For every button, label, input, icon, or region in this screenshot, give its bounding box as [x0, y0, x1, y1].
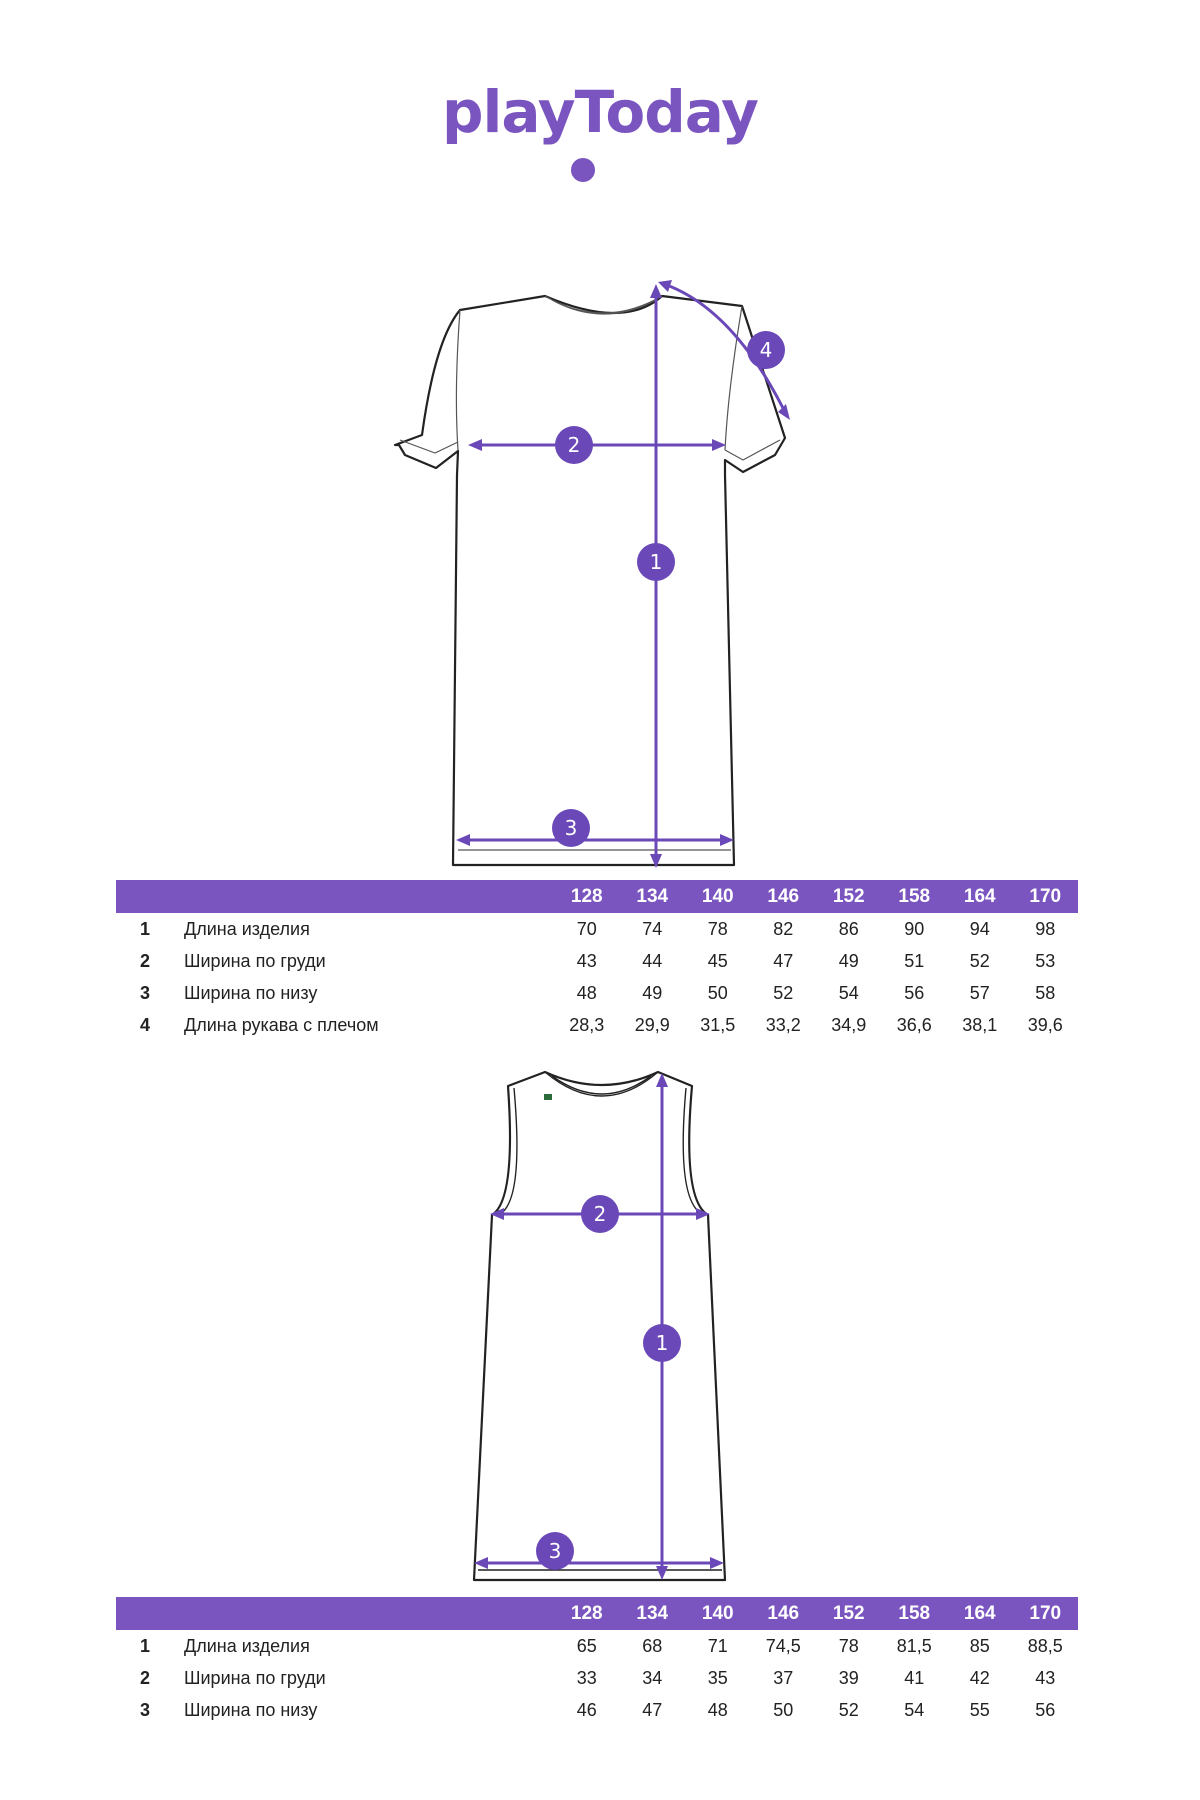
- size-col-164: 164: [947, 880, 1013, 913]
- size-col-170: 170: [1013, 1597, 1079, 1630]
- size-col-146: 146: [751, 1597, 817, 1630]
- svg-text:3: 3: [564, 816, 578, 840]
- sleeveless-dress-drawing: [460, 1060, 740, 1590]
- size-col-146: 146: [751, 880, 817, 913]
- table-row: 2 Ширина по груди 33 34 35 37 39 41 42 43: [140, 1667, 1056, 1688]
- table-row: 1 Длина изделия 65 68 71 74,5 78 81,5 85 88,5: [140, 1635, 1063, 1656]
- size-header-row: [116, 1597, 1078, 1630]
- size-col-128: 128: [554, 880, 620, 913]
- size-col-152: 152: [816, 1597, 882, 1630]
- svg-text:3: 3: [548, 1539, 562, 1563]
- table-row: 3 Ширина по низу 46 47 48 50 52 54 55 56: [140, 1699, 1056, 1720]
- svg-text:1: 1: [649, 550, 663, 574]
- svg-text:4: 4: [759, 338, 773, 362]
- sleeveless-marker-2: [581, 1195, 619, 1233]
- tshirt-marker-3: [552, 809, 590, 847]
- svg-text:2: 2: [567, 433, 581, 457]
- svg-text:2: 2: [593, 1202, 607, 1226]
- tshirt-dress-drawing: [380, 270, 820, 870]
- tshirt-marker-2: [555, 426, 593, 464]
- size-col-158: 158: [882, 1597, 948, 1630]
- sleeveless-marker-3: [536, 1532, 574, 1570]
- table-row: 4 Длина рукава с плечом 28,3 29,9 31,5 33,2 34,9 36,6 38,1 39,6: [140, 1014, 1063, 1035]
- size-col-170: 170: [1013, 880, 1079, 913]
- size-col-134: 134: [620, 1597, 686, 1630]
- sleeveless-dress-size-table: [116, 1597, 1078, 1726]
- sleeveless-marker-1: [643, 1324, 681, 1362]
- size-col-128: 128: [554, 1597, 620, 1630]
- brand-logo-dot: [571, 158, 595, 182]
- tshirt-marker-1: [637, 543, 675, 581]
- table-row: 2 Ширина по груди 43 44 45 47 49 51 52 53: [140, 950, 1056, 971]
- table-row: 1 Длина изделия 70 74 78 82 86 90 94 98: [140, 918, 1056, 939]
- tshirt-dress-size-table: [116, 880, 1078, 1041]
- svg-text:1: 1: [655, 1331, 669, 1355]
- tshirt-marker-4: [747, 331, 785, 369]
- size-col-140: 140: [685, 880, 751, 913]
- brand-logo: [400, 78, 800, 188]
- size-col-152: 152: [816, 880, 882, 913]
- brand-logo-text: playToday: [442, 78, 758, 146]
- table-row: 3 Ширина по низу 48 49 50 52 54 56 57 58: [140, 982, 1056, 1003]
- size-header-row: [116, 880, 1078, 913]
- size-col-134: 134: [620, 880, 686, 913]
- size-col-140: 140: [685, 1597, 751, 1630]
- size-col-164: 164: [947, 1597, 1013, 1630]
- size-col-158: 158: [882, 880, 948, 913]
